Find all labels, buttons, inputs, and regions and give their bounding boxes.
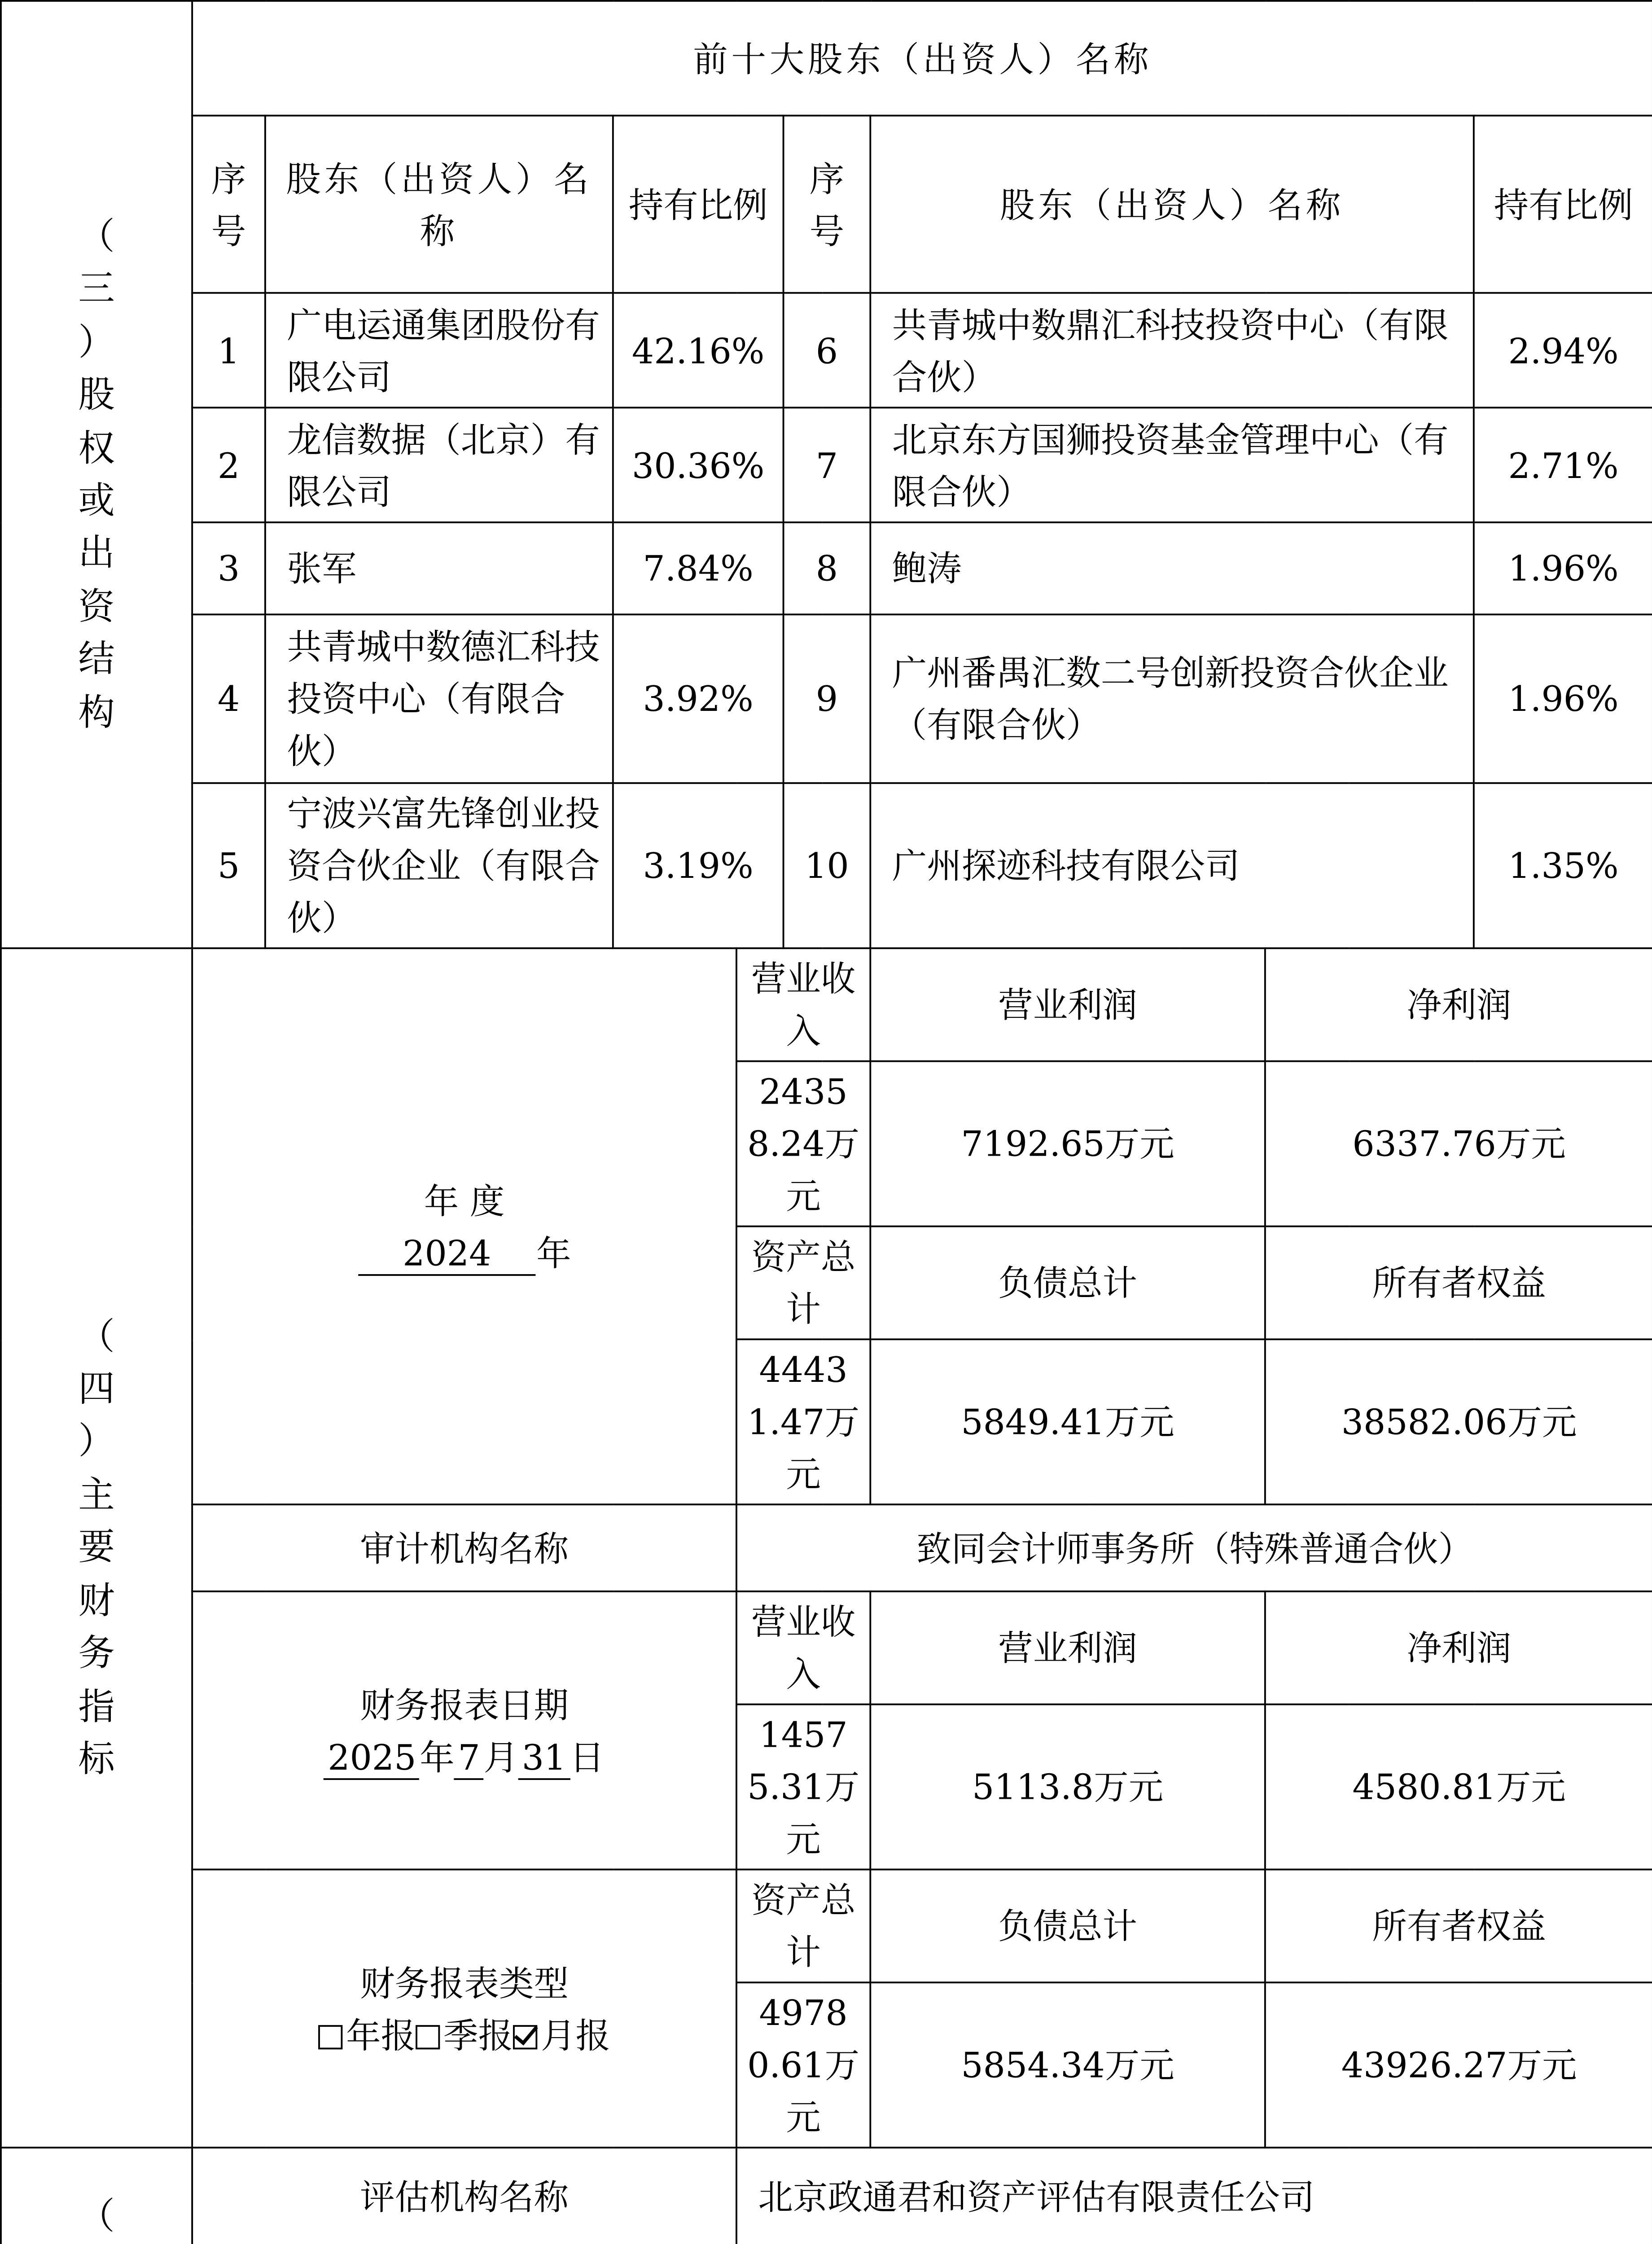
header-name-right: 股东（出资人）名称 xyxy=(870,116,1474,293)
header-total-assets: 资产总计 xyxy=(736,1870,870,1983)
ratio-cell: 7.84% xyxy=(613,522,784,614)
report-date-day: 31 xyxy=(518,1736,570,1779)
header-seq-left: 序号 xyxy=(192,116,265,293)
seq-cell: 6 xyxy=(784,293,871,408)
valuation-section-label: （ xyxy=(1,2148,192,2244)
net-profit-period: 4580.81万元 xyxy=(1265,1705,1652,1870)
report-date-month: 7 xyxy=(455,1736,484,1779)
report-date-cell xyxy=(192,1591,736,1870)
year-label: 年 度 xyxy=(424,1179,505,1221)
seq-cell: 8 xyxy=(784,522,871,614)
shareholder-name: 张军 xyxy=(265,522,613,614)
report-date-label: 财务报表日期 xyxy=(360,1683,569,1726)
quarter-option-label: 季报 xyxy=(443,2013,513,2056)
header-op-profit: 营业利润 xyxy=(870,1591,1265,1705)
header-ratio-right: 持有比例 xyxy=(1474,116,1652,293)
total-assets-2024: 44431.47万元 xyxy=(736,1339,870,1504)
header-name-left: 股东（出资人）名称 xyxy=(265,116,613,293)
quarter-checkbox[interactable] xyxy=(416,2024,440,2048)
finance-section-label: （ 四 ） 主 要 财 务 指 标 xyxy=(1,948,192,2148)
ratio-cell: 1.35% xyxy=(1474,783,1652,948)
seq-cell: 9 xyxy=(784,614,871,783)
shareholder-name: 共青城中数鼎汇科技投资中心（有限合伙） xyxy=(870,293,1474,408)
annual-checkbox[interactable] xyxy=(318,2024,342,2048)
header-equity: 所有者权益 xyxy=(1265,1226,1652,1339)
table-row xyxy=(1,293,1652,408)
auditor-label: 审计机构名称 xyxy=(192,1504,736,1591)
agency-value: 北京政通君和资产评估有限责任公司 xyxy=(736,2148,1652,2244)
op-profit-period: 5113.8万元 xyxy=(870,1705,1265,1870)
header-equity: 所有者权益 xyxy=(1265,1870,1652,1983)
ratio-cell: 42.16% xyxy=(613,293,784,408)
header-total-liab: 负债总计 xyxy=(870,1870,1265,1983)
monthly-checkbox[interactable] xyxy=(513,2024,537,2048)
total-liab-period: 5854.34万元 xyxy=(870,1982,1265,2148)
total-liab-2024: 5849.41万元 xyxy=(870,1339,1265,1504)
equity-period: 43926.27万元 xyxy=(1265,1982,1652,2148)
top10-title: 前十大股东（出资人）名称 xyxy=(192,1,1652,116)
shareholder-name: 龙信数据（北京）有限公司 xyxy=(265,408,613,522)
report-date-line xyxy=(202,1731,727,1783)
header-ratio-left: 持有比例 xyxy=(613,116,784,293)
report-type-cell xyxy=(192,1870,736,2148)
annual-option-label: 年报 xyxy=(346,2013,416,2056)
seq-cell: 10 xyxy=(784,783,871,948)
month-unit: 月 xyxy=(483,1736,519,1778)
table-row xyxy=(1,522,1652,614)
year-line xyxy=(202,1226,727,1278)
seq-cell: 2 xyxy=(192,408,265,522)
net-profit-2024: 6337.76万元 xyxy=(1265,1061,1652,1227)
equity-2024: 38582.06万元 xyxy=(1265,1339,1652,1504)
header-net-profit: 净利润 xyxy=(1265,948,1652,1061)
ratio-cell: 2.94% xyxy=(1474,293,1652,408)
ratio-cell: 1.96% xyxy=(1474,614,1652,783)
report-type-options xyxy=(202,2008,727,2060)
year-value: 2024 xyxy=(357,1232,536,1275)
year-suffix: 年 xyxy=(536,1232,571,1274)
seq-cell: 4 xyxy=(192,614,265,783)
shareholder-name: 广电运通集团股份有限公司 xyxy=(265,293,613,408)
op-profit-2024: 7192.65万元 xyxy=(870,1061,1265,1227)
revenue-period: 14575.31万元 xyxy=(736,1705,870,1870)
report-type-label: 财务报表类型 xyxy=(360,1961,569,2003)
agency-label: 评估机构名称 xyxy=(192,2148,736,2244)
seq-cell: 7 xyxy=(784,408,871,522)
total-assets-period: 49780.61万元 xyxy=(736,1982,870,2148)
shareholder-name: 鲍涛 xyxy=(870,522,1474,614)
ratio-cell: 30.36% xyxy=(613,408,784,522)
header-revenue: 营业收入 xyxy=(736,1591,870,1705)
ratio-cell: 1.96% xyxy=(1474,522,1652,614)
shareholder-name: 广州番禺汇数二号创新投资合伙企业（有限合伙） xyxy=(870,614,1474,783)
header-total-liab: 负债总计 xyxy=(870,1226,1265,1339)
auditor-value: 致同会计师事务所（特殊普通合伙） xyxy=(736,1504,1652,1591)
shareholder-name: 共青城中数德汇科技投资中心（有限合伙） xyxy=(265,614,613,783)
day-unit: 日 xyxy=(570,1736,605,1778)
revenue-2024: 24358.24万元 xyxy=(736,1061,870,1227)
ratio-cell: 3.92% xyxy=(613,614,784,783)
year-unit: 年 xyxy=(420,1736,455,1778)
report-date-year: 2025 xyxy=(324,1736,420,1779)
ratio-cell: 2.71% xyxy=(1474,408,1652,522)
equity-section-label: （ 三 ） 股 权 或 出 资 结 构 xyxy=(1,1,192,948)
seq-cell: 5 xyxy=(192,783,265,948)
header-revenue: 营业收入 xyxy=(736,948,870,1061)
table-row xyxy=(1,783,1652,948)
seq-cell: 1 xyxy=(192,293,265,408)
shareholder-name: 北京东方国狮投资基金管理中心（有限合伙） xyxy=(870,408,1474,522)
year-cell xyxy=(192,948,736,1504)
header-op-profit: 营业利润 xyxy=(870,948,1265,1061)
header-seq-right: 序号 xyxy=(784,116,871,293)
table-row xyxy=(1,614,1652,783)
shareholder-name: 宁波兴富先锋创业投资合伙企业（有限合伙） xyxy=(265,783,613,948)
seq-cell: 3 xyxy=(192,522,265,614)
header-total-assets: 资产总计 xyxy=(736,1226,870,1339)
shareholder-name: 广州探迹科技有限公司 xyxy=(870,783,1474,948)
header-net-profit: 净利润 xyxy=(1265,1591,1652,1705)
table-row xyxy=(1,408,1652,522)
monthly-option-label: 月报 xyxy=(541,2013,611,2056)
ratio-cell: 3.19% xyxy=(613,783,784,948)
